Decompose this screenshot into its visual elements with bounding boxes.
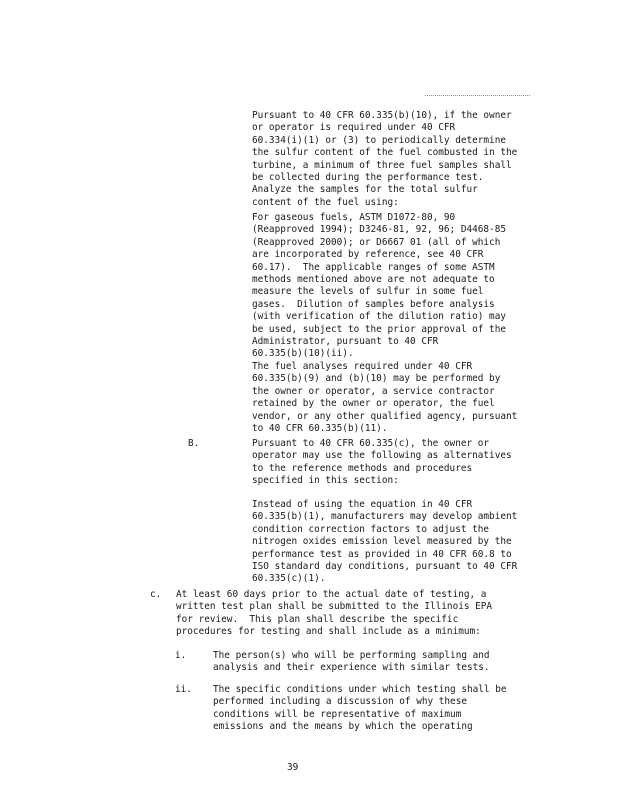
item-b-text: Pursuant to 40 CFR 60.335(c), the owner or operator may use the following as alternatives to the reference methods and procedures specified in this section:	[252, 438, 512, 487]
item-c-text: At least 60 days prior to the actual date of testing, a written test plan shall be submitted to the Illinois EPA for review. This plan shall describe the specific procedures for testing and shall include as a minimum:	[176, 589, 493, 638]
item-i-text: The person(s) who will be performing sampling and analysis and their experience with similar tests.	[213, 650, 490, 674]
item-ii-text: The specific conditions under which testing shall be performed including a discussion of why these conditions will be representative of maximum emissions and the means by which the operating	[213, 684, 507, 733]
paragraph-correction-factors: Instead of using the equation in 40 CFR 60.335(b)(1), manufacturers may develop ambient condition correction factors to adjust the nitrogen oxides emission level measured by the performance test as provided in 40 CFR 60.8 to ISO standard day conditions, pursuant to 40 CFR 60.335(c)(1).	[252, 499, 518, 585]
page-number: 39	[287, 762, 299, 773]
item-label-ii: ii.	[175, 684, 192, 695]
paragraph-fuel-analyses: The fuel analyses required under 40 CFR 60.335(b)(9) and (b)(10) may be performed by the owner or operator, a service contractor retained by the owner or operator, the fuel vendor, or any other qualified agency, pursuant to 40 CFR 60.335(b)(11).	[252, 361, 518, 435]
item-label-c: c.	[150, 589, 162, 600]
item-label-i: i.	[175, 650, 187, 661]
header-rule	[425, 95, 530, 96]
paragraph-gaseous-fuels: For gaseous fuels, ASTM D1072-80, 90 (Reapproved 1994); D3246-81, 92, 96; D4468-85 (Reapproved 2000); or D6667 01 (all of which are incorporated by reference, see 40 CFR 60.17). The applicable ranges of some ASTM methods mentioned above are not adequate to measure the levels of sulfur in some fuel gases. Dilution of samples before analysis (with verification of the dilution ratio) may be used, subject to the prior approval of the Administrator, pursuant to 40 CFR 60.335(b)(10)(ii).	[252, 212, 506, 360]
item-label-b: B.	[188, 438, 200, 449]
paragraph-sulfur-sampling: Pursuant to 40 CFR 60.335(b)(10), if the owner or operator is required under 40 CFR 60.334(i)(1) or (3) to periodically determine the sulfur content of the fuel combusted in the turbine, a minimum of three fuel samples shall be collected during the performance test. Analyze the samples for the total sulfur content of the fuel using:	[252, 110, 518, 208]
